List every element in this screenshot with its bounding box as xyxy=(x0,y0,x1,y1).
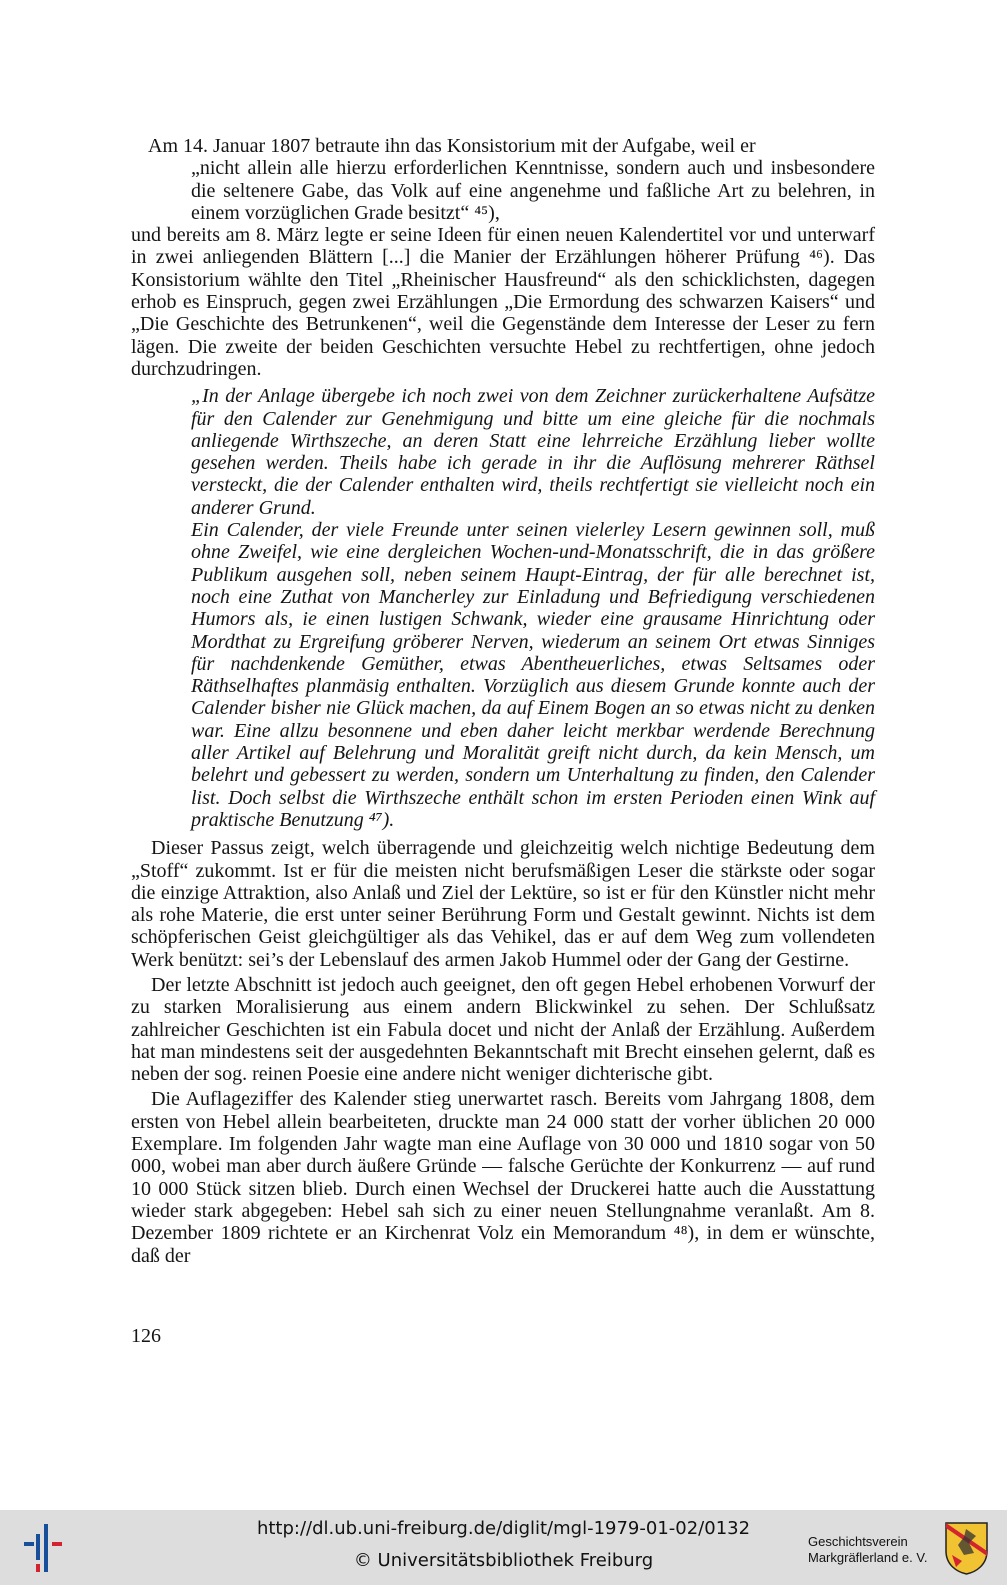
letter-quote-part1: „In der Anlage übergebe ich noch zwei von dem Zeichner zurückerhaltene Aufsätze für den Calender zur Genehmigung und bitte um eine gleiche für die nochmals anliegende Wirthszeche, an deren Statt eine lehrreiche Erzählung lieber wollte gesehen werden. Theils habe ich gerade in ihr die Auflösung mehrerer Räthsel versteckt, die der Calender enthalten wird, theils rechtfertigt sie vielleicht noch ein anderer Grund. xyxy=(191,385,875,519)
coat-of-arms-icon xyxy=(944,1521,989,1576)
continuation-paragraph: und bereits am 8. März legte er seine Ideen für einen neuen Kalendertitel vor und unterwarf in zwei anliegenden Blättern [...] die Manier der Erzählungen höherer Prüfung ⁴⁶). Das Konsistorium wählte den Titel „Rheinischer Hausfreund“ als den schicklichsten, dagegen erhob es Einspruch, gegen zwei Erzählungen „Die Ermordung des schwarzen Kaisers“ und „Die Geschichte des Betrunkenen“, weil die Gegenstände dem Interesse der Leser zu fern lägen. Die zweite der beiden Geschichten versuchte Hebel zu rechtfertigen, ohne jedoch durchzudringen. xyxy=(131,224,875,380)
page-number: 126 xyxy=(131,1325,161,1347)
society-name xyxy=(808,1534,927,1566)
body-paragraph-3: Die Auflageziffer des Kalender stieg unerwartet rasch. Bereits vom Jahrgang 1808, dem ersten von Hebel allein bearbeiteten, druckte man 24 000 statt der vorher üblichen 20 000 Exemplare. Im folgenden Jahr wagte man eine Auflage von 30 000 und 1810 sogar von 50 000, wobei man aber durch äußere Gründe — falsche Gerüchte der Konkurrenz — auf rund 10 000 Stück sitzen blieb. Durch einen Wechsel der Druckerei hatte auch die Ausstattung wieder stark abgegeben: Hebel sah sich zu einer neuen Stellungnahme veranlaßt. Am 8. Dezember 1809 richtete er an Kirchenrat Volz ein Memorandum ⁴⁸), in dem er wünschte, daß der xyxy=(131,1088,875,1267)
page-text xyxy=(131,135,875,1267)
society-name-line2: Markgräflerland e. V. xyxy=(808,1550,928,1565)
source-url-link[interactable]: http://dl.ub.uni-freiburg.de/diglit/mgl-1979-01-02/0132 xyxy=(256,1518,751,1539)
body-paragraph-1: Dieser Passus zeigt, welch überragende und gleichzeitig welch nichtige Bedeutung dem „Stoff“ zukommt. Ist er für die meisten nicht berufsmäßigen Leser die stärkste oder sogar die einzige Attraktion, also Anlaß und Ziel der Lektüre, so ist er für den Künstler nicht mehr als rohe Materie, die erst unter seiner Berührung Form und Gestalt gewinnt. Nichts ist dem schöpferischen Geist gleichgültiger als das Vehikel, das er auf dem Weg zum vollendeten Werk benützt: sei’s der Lebenslauf des armen Jakob Hummel oder der Gang der Gestirne. xyxy=(131,837,875,971)
intro-line: Am 14. Januar 1807 betraute ihn das Konsistorium mit der Aufgabe, weil er xyxy=(148,135,756,157)
letter-quote-part2: Ein Calender, der viele Freunde unter seinen vielerley Lesern gewinnen soll, muß ohne Zweifel, wie eine dergleichen Wochen-und-Monatsschrift, die in das größere Publikum ausgehen soll, neben seinem Haupt-Eintrag, der für alle berechnet ist, noch eine Zuthat von Mancherley zur Einladung und Befriedigung verschiedenen Humors als, ie einen lustigen Schwank, wieder eine grausame Hinrichtung oder Mordthat zu Ergreifung gröberer Nerven, wiederum an seinem Ort etwas Sinniges für nachdenkende Gemüther, etwas Abentheuerliches, etwas Seltsames oder Räthselhaftes planmäsig enthalten. Vorzüglich aus diesem Grunde konnte auch der Calender bisher nie Glück machen, da auf Einem Bogen an so etwas nicht zu denken war. Eine allzu besonnene und eben daher leicht merkbar werdende Berechnung aller Artikel auf Belehrung und Moralität greift nicht durch, da kein Mensch, um belehrt und gebessert zu werden, sondern um Unterhaltung zu finden, den Calender list. Doch selbst die Wirthszeche enthält schon im ersten Perioden einen Wink auf praktische Benutzung ⁴⁷). xyxy=(191,519,875,831)
copyright-text: © Universitätsbibliothek Freiburg xyxy=(353,1550,654,1571)
body-paragraph-2: Der letzte Abschnitt ist jedoch auch geeignet, den oft gegen Hebel erhobenen Vorwurf der zu starken Moralisierung aus einem andern Blickwinkel zu sehen. Der Schlußsatz zahlreicher Geschichten ist ein Fabula docet und nicht der Anlaß der Erzählung. Außerdem hat man mindestens seit der ausgedehnten Bekanntschaft mit Brecht einsehen gelernt, daß es neben der sog. reinen Poesie eine andere nicht weniger dichterische gibt. xyxy=(131,973,875,1086)
quoted-statement: „nicht allein alle hierzu erforderlichen Kenntnisse, sondern auch und insbesondere die seltenere Gabe, das Volk auf eine angenehme und faßliche Art zu belehren, in einem vorzüglichen Grade besitzt“ ⁴⁵), xyxy=(191,157,875,224)
society-name-line1: Geschichtsverein xyxy=(808,1534,908,1549)
